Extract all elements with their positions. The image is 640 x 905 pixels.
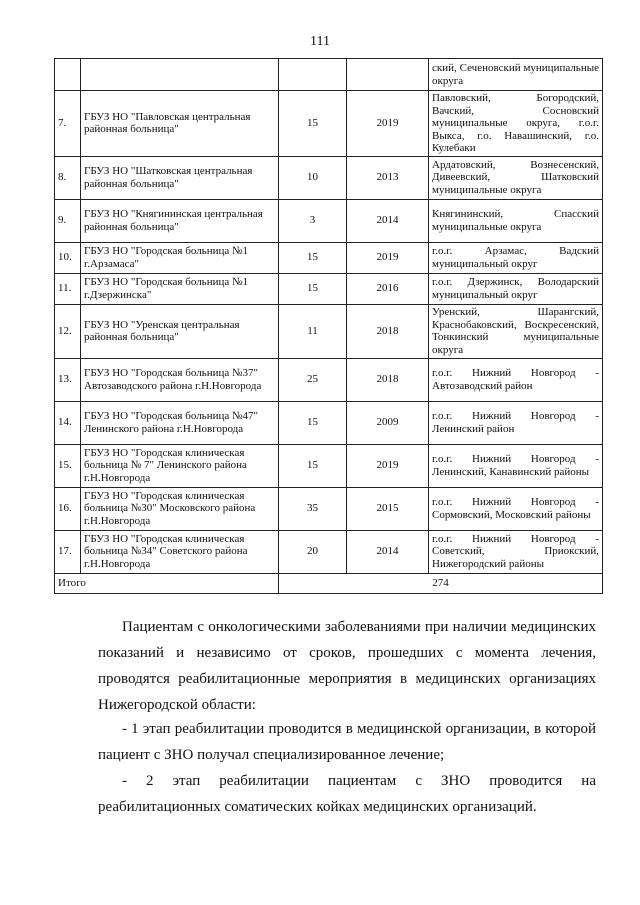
cell-beds: 10 [279,156,347,199]
cell-area: Уренский, Шарангский, Краснобаковский, Воскресенский, Тонкинский муниципальные округа [429,304,603,358]
total-label: Итого [55,573,279,593]
cell-num: 12. [55,304,81,358]
cell-area: г.о.г. Нижний Новгород - Автозаводский район [429,358,603,401]
table-row-total [55,573,603,593]
cell-year [347,59,429,91]
table-row [55,156,603,199]
cell-beds: 15 [279,444,347,487]
cell-num [55,59,81,91]
cell-org: ГБУЗ НО "Павловская центральная районная больница" [81,91,279,157]
cell-area: г.о.г. Дзержинск, Володарский муниципальный округ [429,273,603,304]
cell-num: 13. [55,358,81,401]
cell-beds: 20 [279,530,347,573]
cell-area: г.о.г. Нижний Новгород - Ленинский, Канавинский районы [429,444,603,487]
table-row [55,358,603,401]
cell-beds: 15 [279,273,347,304]
cell-num: 8. [55,156,81,199]
total-value: 274 [279,573,603,593]
cell-year: 2015 [347,487,429,530]
table-row [55,242,603,273]
cell-year: 2018 [347,304,429,358]
table-row [55,273,603,304]
cell-area: г.о.г. Арзамас, Вадский муниципальный округ [429,242,603,273]
cell-beds: 35 [279,487,347,530]
cell-area: Княгининский, Спасский муниципальные округа [429,199,603,242]
paragraph-stage-2: - 2 этап реабилитации пациентам с ЗНО проводится на реабилитационных соматических койках медицинских организаций. [98,773,596,815]
table-row [55,91,603,157]
cell-year: 2014 [347,530,429,573]
cell-num: 9. [55,199,81,242]
cell-area: г.о.г. Нижний Новгород - Советский, Приокский, Нижегородский районы [429,530,603,573]
cell-year: 2019 [347,91,429,157]
cell-area: Ардатовский, Вознесенский, Дивеевский, Шатковский муниципальные округа [429,156,603,199]
cell-year: 2009 [347,401,429,444]
cell-org [81,59,279,91]
cell-num: 17. [55,530,81,573]
table-row [55,487,603,530]
table-row [55,444,603,487]
cell-area: Павловский, Богородский, Вачский, Сосновский муниципальные округа, г.о.г. Выкса, г.о. Навашинский, г.о. Кулебаки [429,91,603,157]
cell-org: ГБУЗ НО "Княгининская центральная районная больница" [81,199,279,242]
cell-area: ский, Сеченовский муниципальные округа [429,59,603,91]
cell-beds: 25 [279,358,347,401]
hospital-table-body [55,59,603,574]
cell-num: 16. [55,487,81,530]
paragraph-intro: Пациентам с онкологическими заболеваниями при наличии медицинских показаний и независимо от сроков, прошедших с момента лечения, проводятся реабилитационные мероприятия в медицинских организациях Нижегородской области: [98,619,596,713]
cell-num: 7. [55,91,81,157]
cell-area: г.о.г. Нижний Новгород - Сормовский, Московский районы [429,487,603,530]
cell-num: 14. [55,401,81,444]
cell-year: 2013 [347,156,429,199]
table-row [55,401,603,444]
cell-beds: 11 [279,304,347,358]
cell-org: ГБУЗ НО "Уренская центральная районная больница" [81,304,279,358]
cell-num: 15. [55,444,81,487]
cell-beds: 15 [279,91,347,157]
table-row-continuation [55,59,603,91]
cell-org: ГБУЗ НО "Шатковская центральная районная больница" [81,156,279,199]
cell-beds: 3 [279,199,347,242]
cell-org: ГБУЗ НО "Городская больница №47" Ленинского района г.Н.Новгорода [81,401,279,444]
table-row [55,199,603,242]
cell-org: ГБУЗ НО "Городская больница №37" Автозаводского района г.Н.Новгорода [81,358,279,401]
cell-beds [279,59,347,91]
cell-beds: 15 [279,401,347,444]
cell-area: г.о.г. Нижний Новгород - Ленинский район [429,401,603,444]
cell-org: ГБУЗ НО "Городская больница №1 г.Дзержинска" [81,273,279,304]
cell-year: 2019 [347,444,429,487]
cell-org: ГБУЗ НО "Городская больница №1 г.Арзамаса" [81,242,279,273]
cell-year: 2014 [347,199,429,242]
cell-org: ГБУЗ НО "Городская клиническая больница №34" Советского района г.Н.Новгорода [81,530,279,573]
cell-org: ГБУЗ НО "Городская клиническая больница №30" Московского района г.Н.Новгорода [81,487,279,530]
table-row [55,530,603,573]
cell-num: 10. [55,242,81,273]
cell-year: 2018 [347,358,429,401]
hospital-table [54,58,603,594]
cell-org: ГБУЗ НО "Городская клиническая больница № 7" Ленинского района г.Н.Новгорода [81,444,279,487]
cell-beds: 15 [279,242,347,273]
table-row [55,304,603,358]
page-number: 111 [310,34,330,49]
paragraph-stage-1: - 1 этап реабилитации проводится в медицинской организации, в которой пациент с ЗНО получал специализированное лечение; [98,721,596,763]
cell-num: 11. [55,273,81,304]
cell-year: 2019 [347,242,429,273]
cell-year: 2016 [347,273,429,304]
